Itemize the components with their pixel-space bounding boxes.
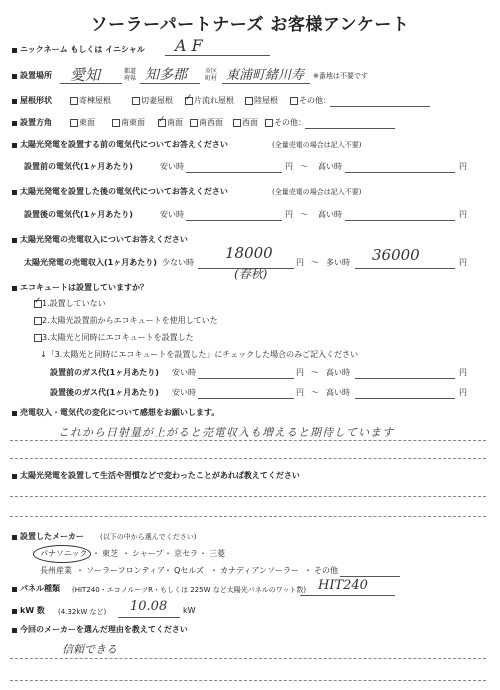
panel-value: HIT240	[318, 578, 368, 593]
lifestyle-line[interactable]	[10, 496, 486, 497]
maker-option-panasonic[interactable]: パナソニック	[40, 549, 88, 558]
impressions-line[interactable]	[10, 458, 486, 459]
bullet-icon	[12, 190, 17, 195]
direction-other-field[interactable]	[305, 128, 395, 129]
direction-option-southeast: 南東面	[121, 118, 145, 127]
panel-field[interactable]	[300, 595, 395, 596]
panel-label: パネル種類	[20, 584, 60, 593]
ecocute-checkbox-2[interactable]	[34, 317, 42, 325]
panel-note: (HIT240・エコノルーツR・もしくは 225W など太陽光パネルのワット数)	[72, 586, 307, 594]
sell-high-label: 多い時	[326, 258, 350, 267]
after-low-field[interactable]	[186, 220, 282, 221]
impressions-line[interactable]	[10, 440, 486, 441]
gas-after-tilde: 〜	[311, 388, 319, 397]
reason-line[interactable]	[10, 680, 486, 681]
prefecture-value: 愛知	[70, 66, 101, 84]
direction-checkbox-other[interactable]	[265, 119, 273, 127]
after-heading: 太陽光発電を設置した後の電気代についてお答えください	[20, 187, 228, 196]
before-heading: 太陽光発電を設置する前の電気代についてお答えください	[20, 140, 228, 149]
sell-low-value: 18000	[225, 244, 273, 262]
maker-option-qcells[interactable]: Qセルズ	[174, 566, 205, 575]
maker-option-toshiba[interactable]: 東芝	[102, 549, 118, 558]
gas-before-high-field[interactable]	[355, 378, 455, 379]
reason-line[interactable]	[10, 658, 486, 659]
kw-field[interactable]	[118, 617, 180, 618]
roof-checkbox-hip[interactable]	[70, 97, 78, 105]
ecocute-option-1: 1.設置していない	[42, 299, 106, 308]
impressions-answer: これから日射量が上がると売電収入も増えると期待しています	[58, 426, 394, 439]
maker-other-field[interactable]	[340, 576, 400, 577]
after-heading-note: (全量売電の場合は記入不要)	[272, 188, 362, 196]
direction-option-other: その他：	[274, 118, 306, 127]
prefecture-unit: 都道府県	[124, 68, 137, 82]
after-high-field[interactable]	[345, 220, 455, 221]
maker-separator: ・	[92, 549, 100, 558]
ecocute-followup: ↓「3.太陽光と同時にエコキュートを設置した」にチェックした場合のみご記入ください	[40, 350, 359, 359]
bullet-icon	[12, 143, 17, 148]
bullet-icon	[12, 609, 17, 614]
bullet-icon	[12, 535, 17, 540]
bullet-icon	[12, 286, 17, 291]
location-note: ※番地は不要です	[313, 72, 368, 80]
gas-before-high-label: 高い時	[326, 368, 350, 377]
roof-option-other: その他：	[299, 96, 331, 105]
kw-note: (4.32kW など)	[58, 608, 107, 616]
page-title: ソーラーパートナーズ お客様アンケート	[90, 15, 410, 35]
direction-option-southwest: 南西面	[199, 118, 223, 127]
roof-label: 屋根形状	[20, 96, 52, 105]
sell-row-label: 太陽光発電の売電収入(1ヶ月あたり)	[24, 258, 157, 267]
maker-option-choshu[interactable]: 長州産業	[40, 566, 72, 575]
sell-heading: 太陽光発電の売電収入についてお答えください	[20, 235, 188, 244]
maker-option-solar-frontier[interactable]: ソーラーフロンティア	[86, 566, 165, 575]
after-row-label: 設置後の電気代(1ヶ月あたり)	[24, 210, 133, 219]
checkmark-icon: ✓	[185, 93, 193, 103]
bullet-icon	[12, 121, 17, 126]
checkmark-icon: ✓	[34, 296, 42, 306]
reason-answer: 信頼できる	[62, 643, 117, 656]
bullet-icon	[12, 48, 17, 53]
reason-heading: 今回のメーカーを選んだ理由を教えてください	[20, 625, 188, 634]
after-tilde: 〜	[300, 210, 308, 219]
roof-other-field[interactable]	[330, 106, 430, 107]
maker-option-mitsubishi[interactable]: 三菱	[209, 549, 225, 558]
gas-after-low-label: 安い時	[172, 388, 196, 397]
gas-after-high-label: 高い時	[326, 388, 350, 397]
roof-checkbox-flat[interactable]	[245, 97, 253, 105]
maker-separator: ・	[164, 549, 172, 558]
sell-low-label: 少ない時	[162, 258, 194, 267]
before-high-field[interactable]	[345, 172, 455, 173]
after-yen-high: 円	[459, 210, 467, 219]
roof-checkbox-gable[interactable]	[132, 97, 140, 105]
city-value: 知多郡	[145, 67, 187, 83]
lifestyle-heading: 太陽光発電を設置して生活や習慣などで変わったことがあれば教えてください	[20, 471, 300, 480]
direction-checkbox-southwest[interactable]	[190, 119, 198, 127]
location-label: 設置場所	[20, 71, 52, 80]
bullet-icon	[12, 238, 17, 243]
gas-before-low-field[interactable]	[198, 378, 294, 379]
direction-option-west: 西面	[242, 118, 258, 127]
maker-separator: ・	[164, 566, 172, 575]
sell-high-field[interactable]	[355, 268, 455, 269]
direction-checkbox-east[interactable]	[70, 119, 78, 127]
ecocute-option-2: 2.太陽光設置前からエコキュートを使用していた	[42, 316, 218, 325]
before-yen-low: 円	[285, 162, 293, 171]
bullet-icon	[12, 74, 17, 79]
sell-yen-high: 円	[459, 258, 467, 267]
maker-heading: 設置したメーカー	[20, 532, 84, 541]
maker-option-sharp[interactable]: シャープ	[132, 549, 164, 558]
gas-before-tilde: 〜	[311, 368, 319, 377]
before-row-label: 設置前の電気代(1ヶ月あたり)	[24, 162, 133, 171]
lifestyle-line[interactable]	[10, 516, 486, 517]
gas-after-low-field[interactable]	[198, 398, 294, 399]
direction-option-south: 南面	[167, 118, 183, 127]
before-heading-note: (全量売電の場合は記入不要)	[272, 141, 362, 149]
after-yen-low: 円	[285, 210, 293, 219]
gas-before-label: 設置前のガス代(1ヶ月あたり)	[50, 368, 159, 377]
kw-unit: kW	[183, 606, 196, 615]
gas-before-low-label: 安い時	[172, 368, 196, 377]
after-low-label: 安い時	[160, 210, 184, 219]
maker-option-kyocera[interactable]: 京セラ	[174, 549, 198, 558]
checkmark-icon: ✓	[158, 115, 166, 125]
roof-option-flat: 陸屋根	[254, 96, 278, 105]
maker-separator: ・	[122, 549, 130, 558]
bullet-icon	[12, 411, 17, 416]
roof-option-hip: 寄棟屋根	[79, 96, 111, 105]
kw-label: kW 数	[20, 606, 45, 615]
gas-after-yen-high: 円	[459, 388, 467, 397]
roof-option-shed: 片流れ屋根	[194, 96, 234, 105]
after-high-label: 高い時	[318, 210, 342, 219]
maker-option-other[interactable]: その他	[314, 566, 338, 575]
ecocute-checkbox-3[interactable]	[34, 334, 42, 342]
direction-label: 設置方角	[20, 118, 52, 127]
before-tilde: 〜	[300, 162, 308, 171]
sell-low-note: (春秋)	[234, 267, 268, 281]
sell-high-value: 36000	[372, 246, 420, 264]
roof-option-gable: 切妻屋根	[141, 96, 173, 105]
gas-after-label: 設置後のガス代(1ヶ月あたり)	[50, 388, 159, 397]
maker-separator: ・	[210, 566, 218, 575]
nickname-label: ニックネーム もしくは イニシャル	[20, 45, 145, 54]
town-field[interactable]	[222, 83, 310, 84]
bullet-icon	[12, 628, 17, 633]
maker-separator: ・	[76, 566, 84, 575]
town-value: 東浦町緒川寿	[226, 68, 305, 83]
before-high-label: 高い時	[318, 162, 342, 171]
bullet-icon	[12, 587, 17, 592]
gas-after-high-field[interactable]	[355, 398, 455, 399]
nickname-field[interactable]	[165, 55, 270, 56]
bullet-icon	[12, 99, 17, 104]
before-low-label: 安い時	[160, 162, 184, 171]
nickname-value: A F	[175, 36, 203, 55]
gas-before-yen-high: 円	[459, 368, 467, 377]
gas-before-yen-low: 円	[296, 368, 304, 377]
before-yen-high: 円	[459, 162, 467, 171]
direction-option-east: 東面	[79, 118, 95, 127]
sell-yen-low: 円	[296, 258, 304, 267]
maker-note: (以下の中から選んでください)	[100, 533, 197, 541]
kw-value: 10.08	[130, 599, 168, 614]
maker-separator: ・	[199, 549, 207, 558]
ecocute-heading: エコキュートは設置していますか？	[20, 283, 148, 292]
maker-separator: ・	[304, 566, 312, 575]
direction-checkbox-southeast[interactable]	[112, 119, 120, 127]
bullet-icon	[12, 474, 17, 479]
maker-option-canadian-solar[interactable]: カナディアンソーラー	[220, 566, 300, 575]
sell-tilde: 〜	[311, 258, 319, 267]
ecocute-option-3: 3.太陽光と同時にエコキュートを設置した	[42, 333, 194, 342]
roof-checkbox-other[interactable]	[290, 97, 298, 105]
before-low-field[interactable]	[186, 172, 282, 173]
direction-checkbox-west[interactable]	[233, 119, 241, 127]
city-unit: 市区町村	[205, 68, 218, 82]
impressions-heading: 売電収入・電気代の変化について感想をお願いします。	[20, 408, 220, 417]
gas-after-yen-low: 円	[296, 388, 304, 397]
